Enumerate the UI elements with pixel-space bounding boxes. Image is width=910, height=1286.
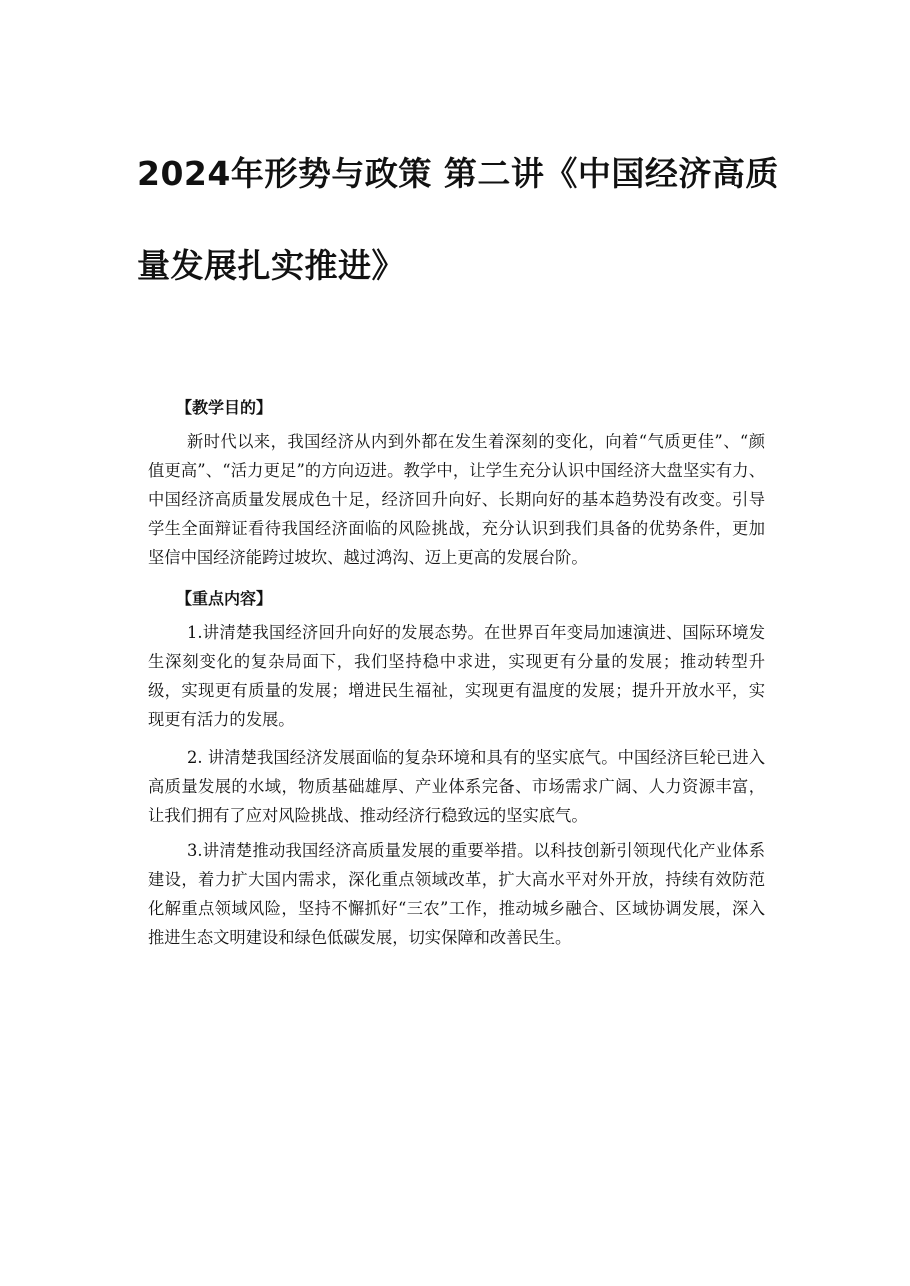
purpose-heading: 【教学目的】 (176, 398, 273, 417)
document-title-line-1: 2024年形势与政策 第二讲《中国经济高质 (137, 154, 779, 193)
document-title-line-2: 量发展扎实推进》 (137, 246, 405, 285)
key-content-item-3: 3.讲清楚推动我国经济高质量发展的重要举措。以科技创新引领现代化产业体系建设，着力扩大国内需求，深化重点领域改革，扩大高水平对外开放，持续有效防范化解重点领域风险，坚持不懈抓好“三农”工作，推动城乡融合、区域协调发展，深入推进生态文明建设和绿色低碳发展，切实保障和改善民生。 (148, 841, 765, 947)
key-content-item-2: 2. 讲清楚我国经济发展面临的复杂环境和具有的坚实底气。中国经济巨轮已进入高质量发展的水域，物质基础雄厚、产业体系完备、市场需求广阔、人力资源丰富，让我们拥有了应对风险挑战、推动经济行稳致远的坚实底气。 (148, 748, 765, 825)
key-content-item-1: 1.讲清楚我国经济回升向好的发展态势。在世界百年变局加速演进、国际环境发生深刻变化的复杂局面下，我们坚持稳中求进，实现更有分量的发展；推动转型升级，实现更有质量的发展；增进民生福祉，实现更有温度的发展；提升开放水平，实现更有活力的发展。 (148, 623, 765, 729)
document-title (137, 128, 787, 312)
purpose-paragraph: 新时代以来，我国经济从内到外都在发生着深刻的变化，向着“气质更佳”、“颜值更高”、“活力更足”的方向迈进。教学中，让学生充分认识中国经济大盘坚实有力、中国经济高质量发展成色十足，经济回升向好、长期向好的基本趋势没有改变。引导学生全面辩证看待我国经济面临的风险挑战，充分认识到我们具备的优势条件，更加坚信中国经济能跨过坡坎、越过鸿沟、迈上更高的发展台阶。 (148, 432, 765, 567)
document-body (148, 393, 765, 952)
key-content-heading: 【重点内容】 (176, 589, 273, 608)
